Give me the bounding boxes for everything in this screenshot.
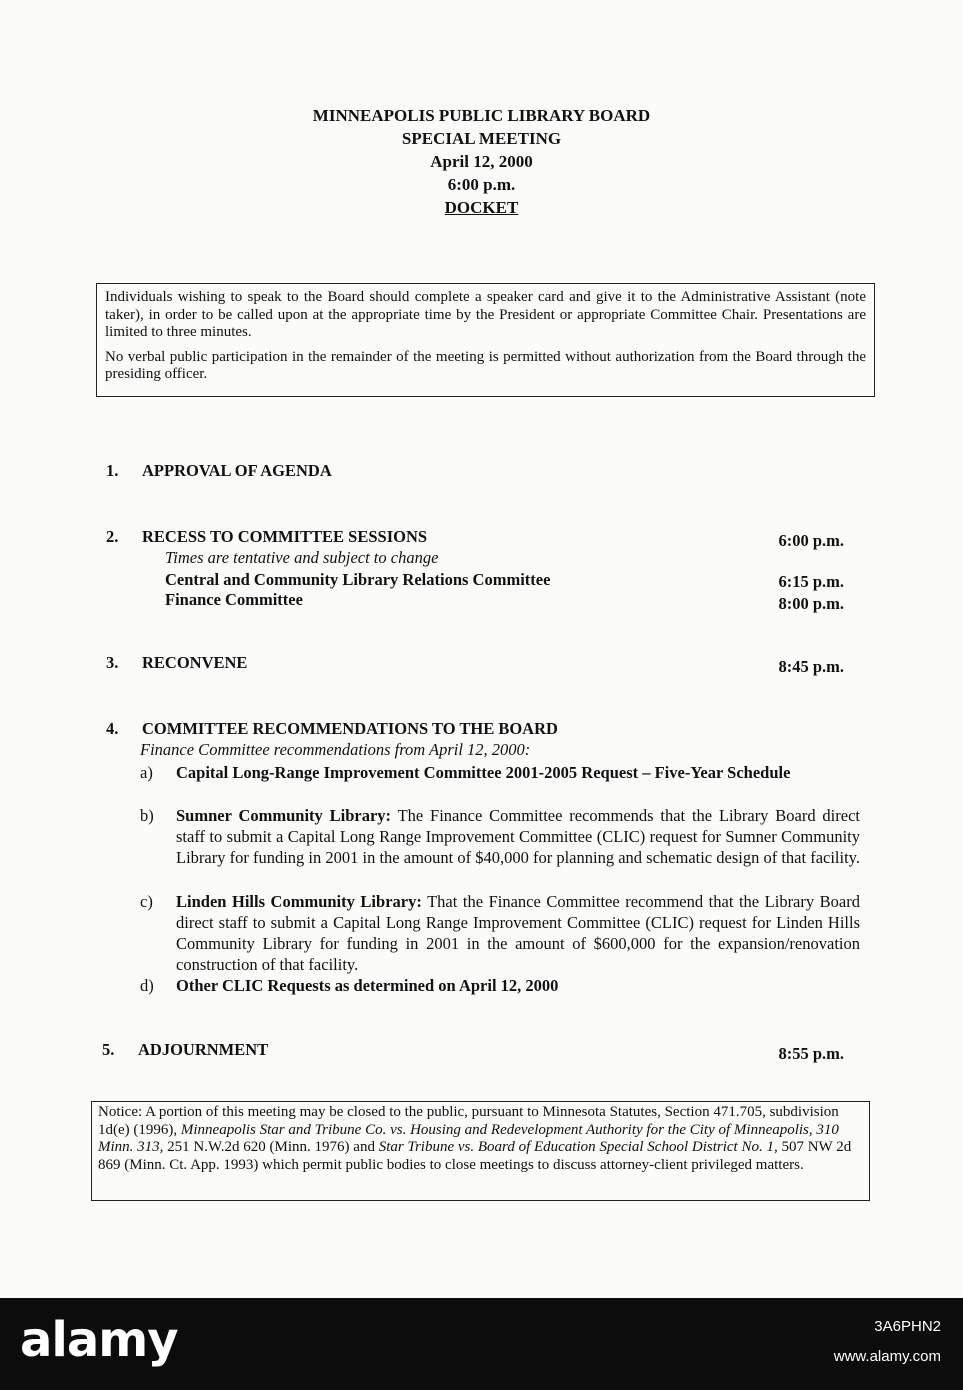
item-title: RECONVENE: [142, 653, 248, 672]
notice-citation-1: Minneapolis Star and Tribune Co. vs. Housing and Redevelopment Authority for the City of Minneapolis, 310 Minn. 313,: [98, 1121, 839, 1155]
closed-meeting-notice-box: [91, 1101, 870, 1201]
document-header: [0, 104, 963, 219]
item-title: ADJOURNMENT: [138, 1040, 269, 1059]
recommendation-c: [140, 891, 860, 975]
image-id: 3A6PHN2: [874, 1318, 941, 1335]
recommendation-b: [140, 805, 860, 868]
committee-session-central-time: 6:15 p.m.: [778, 572, 844, 591]
recommendation-d: [140, 975, 860, 996]
committee-session-central: Central and Community Library Relations Committee: [165, 570, 551, 589]
item-number: 1.: [106, 461, 119, 480]
docket-title: DOCKET: [444, 198, 519, 217]
recommendation-c-text: [176, 891, 860, 975]
recommendation-letter: a): [140, 763, 153, 782]
notice-text-3: 507 NW 2d 869 (Minn. Ct. App. 1993) which permit public bodies to close meetings to discuss attorney-client privileged matters.: [98, 1139, 852, 1173]
item-2-time: 6:00 p.m.: [778, 531, 844, 550]
site-url: www.alamy.com: [833, 1348, 941, 1365]
watermark-banner: [0, 1298, 963, 1390]
item-3-time: 8:45 p.m.: [778, 657, 844, 676]
item-title: RECESS TO COMMITTEE SESSIONS: [142, 527, 428, 546]
alamy-logo: alamy: [20, 1312, 178, 1368]
committee-session-finance: Finance Committee: [165, 590, 303, 609]
recommendation-c-heading: Linden Hills Community Library:: [176, 892, 422, 911]
notice-text-2: 251 N.W.2d 620 (Minn. 1976) and: [163, 1139, 379, 1155]
notice-text-1: Notice: A portion of this meeting may be closed to the public, pursuant to Minnesota Statutes, Section 471.705, subdivision 1d(e) (1996),: [98, 1104, 839, 1138]
notice-citation-2: Star Tribune vs. Board of Education Special School District No. 1,: [378, 1139, 778, 1155]
recommendation-d-text: Other CLIC Requests as determined on April 12, 2000: [176, 976, 559, 995]
recommendation-letter: c): [140, 892, 153, 911]
committee-session-finance-time: 8:00 p.m.: [778, 594, 844, 613]
item-number: 3.: [106, 653, 119, 672]
board-title: MINNEAPOLIS PUBLIC LIBRARY BOARD: [312, 106, 651, 125]
item-5-time: 8:55 p.m.: [778, 1044, 844, 1063]
recommendation-letter: d): [140, 976, 154, 995]
item-number: 2.: [106, 527, 119, 546]
speaker-instructions-para1: Individuals wishing to speak to the Board should complete a speaker card and give it to the Administrative Assistant (note taker), in order to be called upon at the appropriate time by the President or appropriate Committee Chair. Presentations are limited to three minutes.: [105, 289, 866, 340]
recommendation-b-heading: Sumner Community Library:: [176, 806, 392, 825]
recommendation-a-text: Capital Long-Range Improvement Committee 2001-2005 Request – Five-Year Schedule: [176, 763, 791, 782]
recommendation-letter: b): [140, 806, 154, 825]
recommendation-b-body: The Finance Committee recommends that the Library Board direct staff to submit a Capital Long Range Improvement Committee (CLIC) request for Sumner Community Library for funding in 2001 in the amount of $40,000 for planning and schematic design of that facility.: [176, 806, 860, 867]
speaker-instructions-para2: No verbal public participation in the remainder of the meeting is permitted without authorization from the Board through the presiding officer.: [105, 348, 866, 382]
meeting-time: 6:00 p.m.: [447, 175, 516, 194]
meeting-date: April 12, 2000: [430, 152, 533, 171]
recommendation-b-text: [176, 805, 860, 868]
item-2-note: Times are tentative and subject to change: [165, 548, 439, 567]
meeting-type: SPECIAL MEETING: [401, 129, 562, 148]
item-title: COMMITTEE RECOMMENDATIONS TO THE BOARD: [142, 719, 558, 738]
recommendation-c-body: That the Finance Committee recommend that the Library Board direct staff to submit a Capital Long Range Improvement Committee (CLIC) request for Linden Hills Community Library for funding in 2001 in the amount of $600,000 for the expansion/renovation construction of that facility.: [176, 892, 860, 974]
item-number: 5.: [102, 1040, 115, 1059]
speaker-instructions-box: [96, 283, 875, 397]
item-4-note: Finance Committee recommendations from April 12, 2000:: [140, 740, 531, 759]
item-title: APPROVAL OF AGENDA: [142, 461, 332, 480]
item-number: 4.: [106, 719, 119, 738]
recommendation-a: [140, 762, 860, 783]
